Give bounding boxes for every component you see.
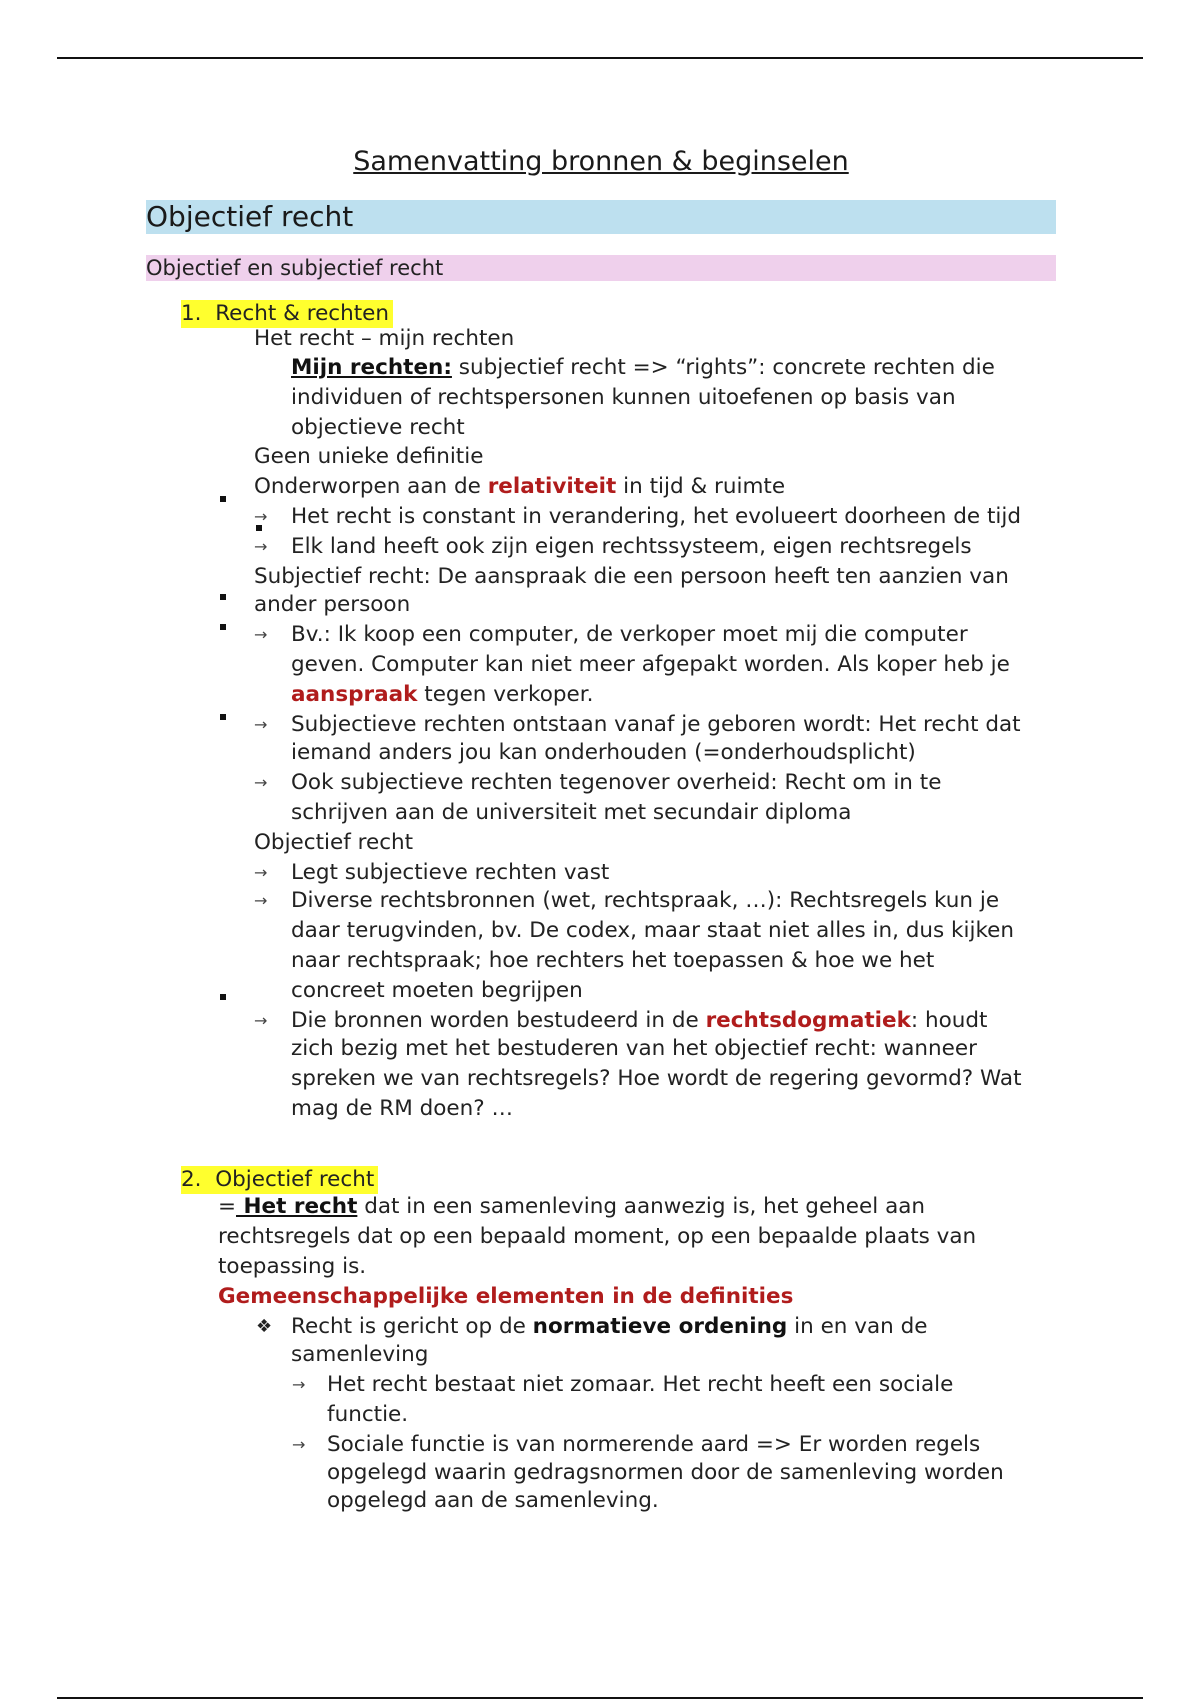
arrow-icon: → [254, 625, 268, 644]
text-line: Diverse rechtsbronnen (wet, rechtspraak, …): Rechtsregels kun je [291, 888, 1000, 913]
bullet-icon [220, 594, 226, 600]
text-line: functie. [327, 1402, 409, 1427]
item-subjectief-recht: Subjectief recht: De aanspraak die een persoon heeft ten aanzien van [254, 564, 1009, 589]
text-line: toepassing is. [218, 1254, 367, 1279]
item-mijn-rechten: Mijn rechten: subjectief recht => “rights”: concrete rechten die [291, 355, 995, 380]
text-line: schrijven aan de universiteit met secundair diploma [291, 800, 852, 825]
text-line: opgelegd waarin gedragsnormen door de samenleving worden [327, 1460, 1004, 1485]
diamond-bullet-icon: ❖ [256, 1316, 273, 1337]
bullet-icon [220, 496, 226, 502]
item-objectief-recht: Objectief recht [254, 830, 414, 855]
red-subheading: Gemeenschappelijke elementen in de definities [218, 1284, 794, 1309]
definition-text: = Het recht dat in een samenleving aanwezig is, het geheel aan [218, 1194, 926, 1219]
item-normatieve-ordening: Recht is gericht op de normatieve ordening in en van de [291, 1314, 928, 1339]
text-line: Legt subjectieve rechten vast [291, 860, 610, 885]
text-line: aanspraak tegen verkoper. [291, 682, 594, 707]
heading-objectief-recht: Objectief recht [146, 200, 1056, 234]
section-1-heading: 1. Recht & rechten [181, 300, 393, 328]
page-title: Samenvatting bronnen & beginselen [353, 146, 849, 177]
text-line: mag de RM doen? … [291, 1096, 514, 1121]
bullet-icon [220, 994, 226, 1000]
section-2-heading: 2. Objectief recht [181, 1166, 378, 1194]
arrow-icon: → [254, 715, 268, 734]
item-geen-definitie: Geen unieke definitie [254, 444, 484, 469]
arrow-icon: → [254, 507, 268, 526]
text-line: individuen of rechtspersonen kunnen uitoefenen op basis van [291, 385, 956, 410]
arrow-icon: → [292, 1435, 306, 1454]
text-line: objectieve recht [291, 415, 465, 440]
text-line: geven. Computer kan niet meer afgepakt worden. Als koper heb je [291, 652, 1010, 677]
text-line: Het recht bestaat niet zomaar. Het recht heeft een sociale [327, 1372, 954, 1397]
text-line: Ook subjectieve rechten tegenover overheid: Recht om in te [291, 770, 942, 795]
text-line: Sociale functie is van normerende aard => Er worden regels [327, 1432, 981, 1457]
text-line: samenleving [291, 1342, 429, 1367]
text-line: iemand anders jou kan onderhouden (=onderhoudsplicht) [291, 740, 916, 765]
arrow-icon: → [254, 891, 268, 910]
bottom-rule [57, 1697, 1143, 1699]
text-line: Die bronnen worden bestudeerd in de rechtsdogmatiek: houdt [291, 1008, 988, 1033]
text-line: concreet moeten begrijpen [291, 978, 583, 1003]
text-line: daar terugvinden, bv. De codex, maar staat niet alles in, dus kijken [291, 918, 1014, 943]
bullet-icon [220, 624, 226, 630]
item-het-recht: Het recht – mijn rechten [254, 326, 515, 351]
text-line: ander persoon [254, 592, 411, 617]
text-line: naar rechtspraak; hoe rechters het toepassen & hoe we het [291, 948, 935, 973]
arrow-icon: → [254, 773, 268, 792]
arrow-icon: → [254, 863, 268, 882]
arrow-icon: → [292, 1375, 306, 1394]
top-rule [57, 57, 1143, 59]
text-line: Elk land heeft ook zijn eigen rechtssysteem, eigen rechtsregels [291, 534, 972, 559]
text-line: opgelegd aan de samenleving. [327, 1488, 659, 1513]
text-line: Het recht is constant in verandering, het evolueert doorheen de tijd [291, 504, 1022, 529]
term-mijn-rechten: Mijn rechten: [291, 355, 452, 380]
arrow-icon: → [254, 1011, 268, 1030]
arrow-icon: → [254, 537, 268, 556]
item-relativiteit: Onderworpen aan de relativiteit in tijd & ruimte [254, 474, 786, 499]
text-line: Subjectieve rechten ontstaan vanaf je geboren wordt: Het recht dat [291, 712, 1021, 737]
text-line: Bv.: Ik koop een computer, de verkoper moet mij die computer [291, 622, 968, 647]
text-line: zich bezig met het bestuderen van het objectief recht: wanneer [291, 1036, 977, 1061]
text-line: spreken we van rechtsregels? Hoe wordt de regering gevormd? Wat [291, 1066, 1022, 1091]
heading-objectief-subjectief: Objectief en subjectief recht [146, 255, 1056, 281]
bullet-icon [220, 714, 226, 720]
text-line: rechtsregels dat op een bepaald moment, op een bepaalde plaats van [218, 1224, 977, 1249]
